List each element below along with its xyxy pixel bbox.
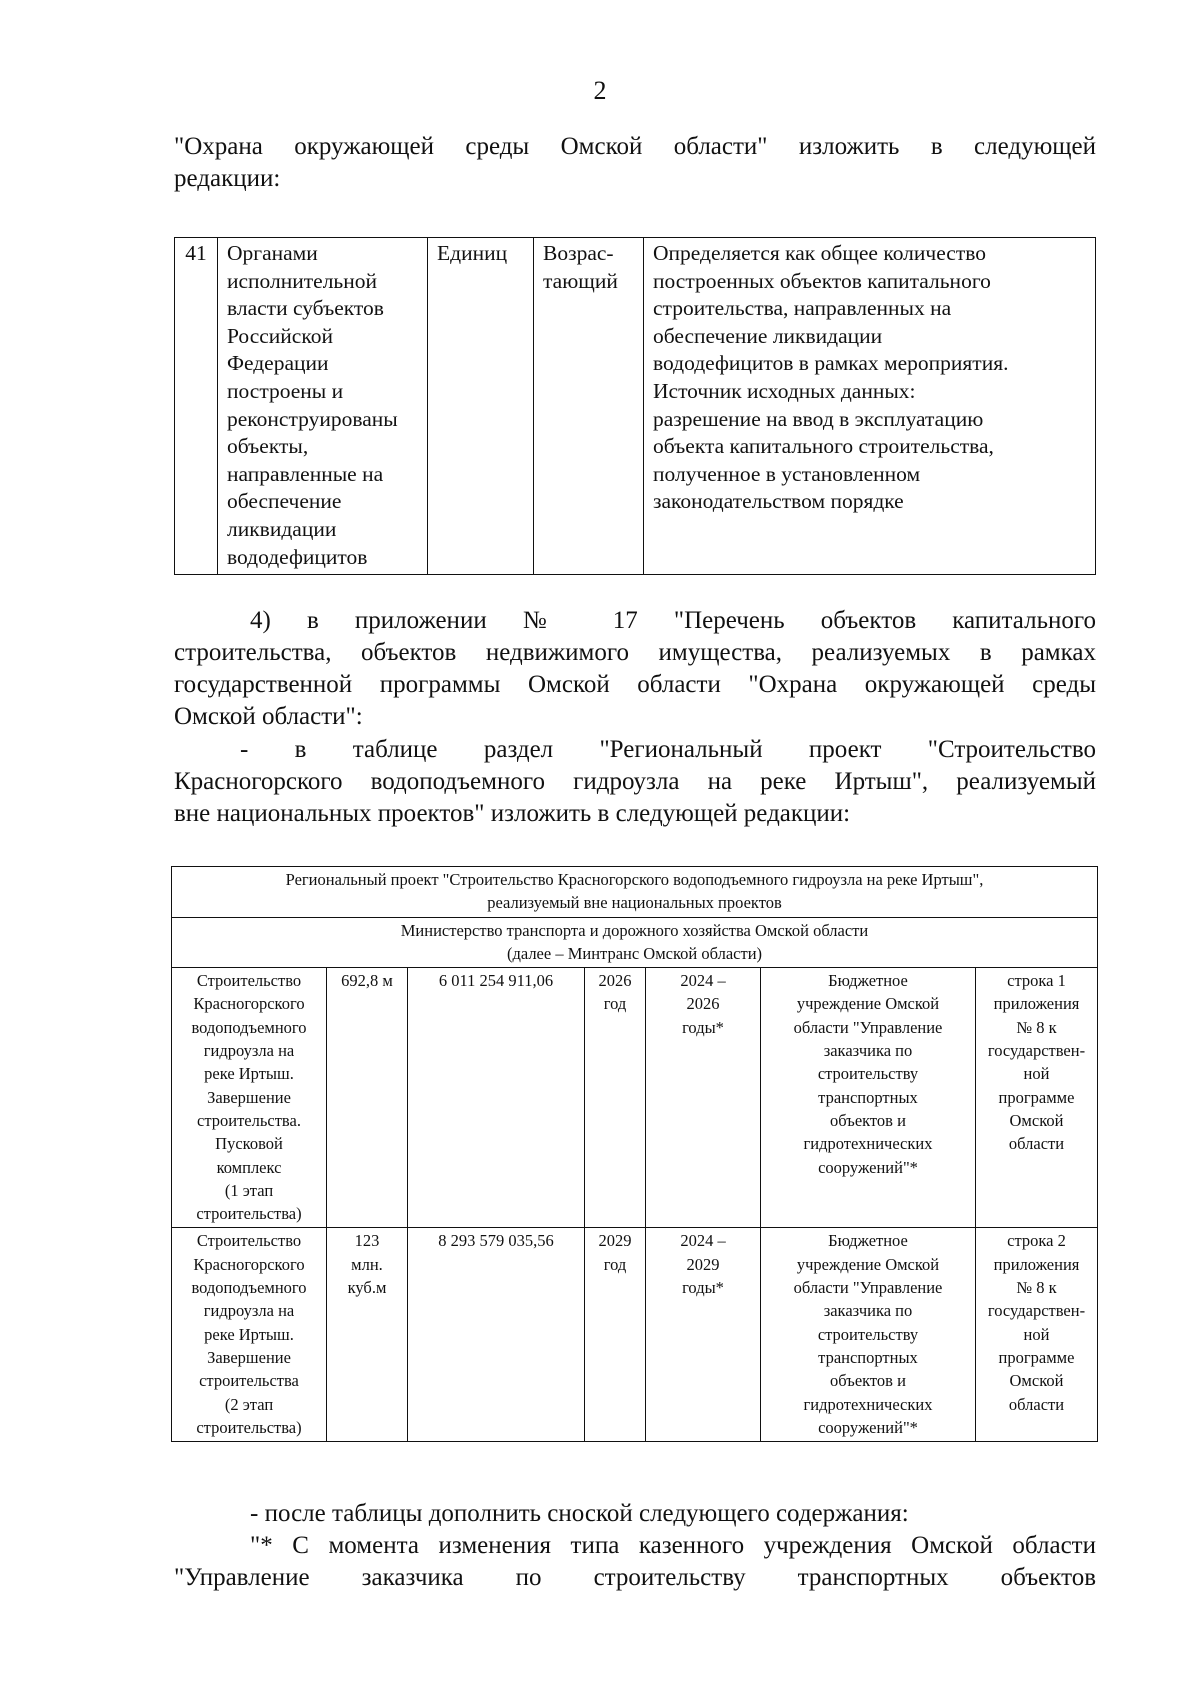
table-ministry-header: Министерство транспорта и дорожного хозяйства Омской области (далее – Минтранс Омской области): [172, 917, 1098, 968]
table-header-row: [172, 867, 1098, 918]
paragraph-line: Омской области":: [174, 703, 363, 730]
paragraph-line: строительства, объектов недвижимого имущества, реализуемых в рамках: [174, 639, 1096, 666]
object-year: 2029 год: [585, 1228, 646, 1442]
paragraph-line: вне национальных проектов" изложить в следующей редакции:: [174, 800, 851, 827]
object-cost: 6 011 254 911,06: [408, 968, 585, 1228]
paragraph-line: 4) в приложении № 17 "Перечень объектов капитального: [250, 607, 1096, 634]
object-capacity: 123 млн. куб.м: [327, 1228, 408, 1442]
page-number: 2: [593, 76, 607, 105]
paragraph-line: - после таблицы дополнить сноской следующего содержания:: [250, 1500, 909, 1527]
paragraph-table-instruction: [174, 734, 1096, 830]
object-customer: Бюджетное учреждение Омской области "Управление заказчика по строительству транспортных объектов и гидротехнических сооружений"*: [761, 968, 976, 1228]
object-capacity: 692,8 м: [327, 968, 408, 1228]
object-period: 2024 – 2029 годы*: [646, 1228, 761, 1442]
intro-paragraph: [174, 131, 1096, 195]
table-row: [175, 238, 1096, 575]
paragraph-line: - в таблице раздел "Региональный проект "Строительство: [240, 736, 1096, 763]
table-section-header: Региональный проект "Строительство Красногорского водоподъемного гидроузла на реке Иртыш", реализуемый вне национальных проектов: [172, 867, 1098, 918]
indicator-name: Органами исполнительной власти субъектов Российской Федерации построены и реконструированы объекты, направленные на обеспечение ликвидации вододефицитов: [218, 238, 428, 575]
object-reference: строка 2 приложения № 8 к государствен- ной программе Омской области: [976, 1228, 1098, 1442]
footnote-line: "Управление заказчика по строительству транспортных объектов: [174, 1564, 1096, 1591]
table-row: [172, 968, 1098, 1228]
object-customer: Бюджетное учреждение Омской области "Управление заказчика по строительству транспортных объектов и гидротехнических сооружений"*: [761, 1228, 976, 1442]
paragraph-line: Красногорского водоподъемного гидроузла на реке Иртыш", реализуемый: [174, 768, 1096, 795]
paragraph-line: государственной программы Омской области "Охрана окружающей среды: [174, 671, 1096, 698]
object-cost: 8 293 579 035,56: [408, 1228, 585, 1442]
table-row: [172, 1228, 1098, 1442]
capital-objects-table: [171, 866, 1098, 1442]
table-header-row: [172, 917, 1098, 968]
indicator-unit: Единиц: [428, 238, 534, 575]
object-name: Строительство Красногорского водоподъемного гидроузла на реке Иртыш. Завершение строительства (2 этап строительства): [172, 1228, 327, 1442]
object-year: 2026 год: [585, 968, 646, 1228]
intro-line: редакции:: [174, 165, 281, 192]
paragraph-4: [174, 605, 1096, 733]
object-period: 2024 – 2026 годы*: [646, 968, 761, 1228]
indicator-type: Возрас- тающий: [534, 238, 644, 575]
object-name: Строительство Красногорского водоподъемного гидроузла на реке Иртыш. Завершение строительства. Пусковой комплекс (1 этап строительства): [172, 968, 327, 1228]
footnote-line: "* С момента изменения типа казенного учреждения Омской области: [250, 1532, 1096, 1559]
indicator-table: [174, 237, 1096, 575]
after-table-paragraph: [174, 1498, 1096, 1594]
indicator-method: Определяется как общее количество построенных объектов капитального строительства, направленных на обеспечение ликвидации вододефицитов в рамках мероприятия. Источник исходных данных: разрешение на ввод в эксплуатацию объекта капитального строительства, полученное в установленном законодательством порядке: [644, 238, 1096, 575]
indicator-number: 41: [175, 238, 218, 575]
intro-line: "Охрана окружающей среды Омской области" изложить в следующей: [174, 133, 1096, 160]
object-reference: строка 1 приложения № 8 к государствен- ной программе Омской области: [976, 968, 1098, 1228]
